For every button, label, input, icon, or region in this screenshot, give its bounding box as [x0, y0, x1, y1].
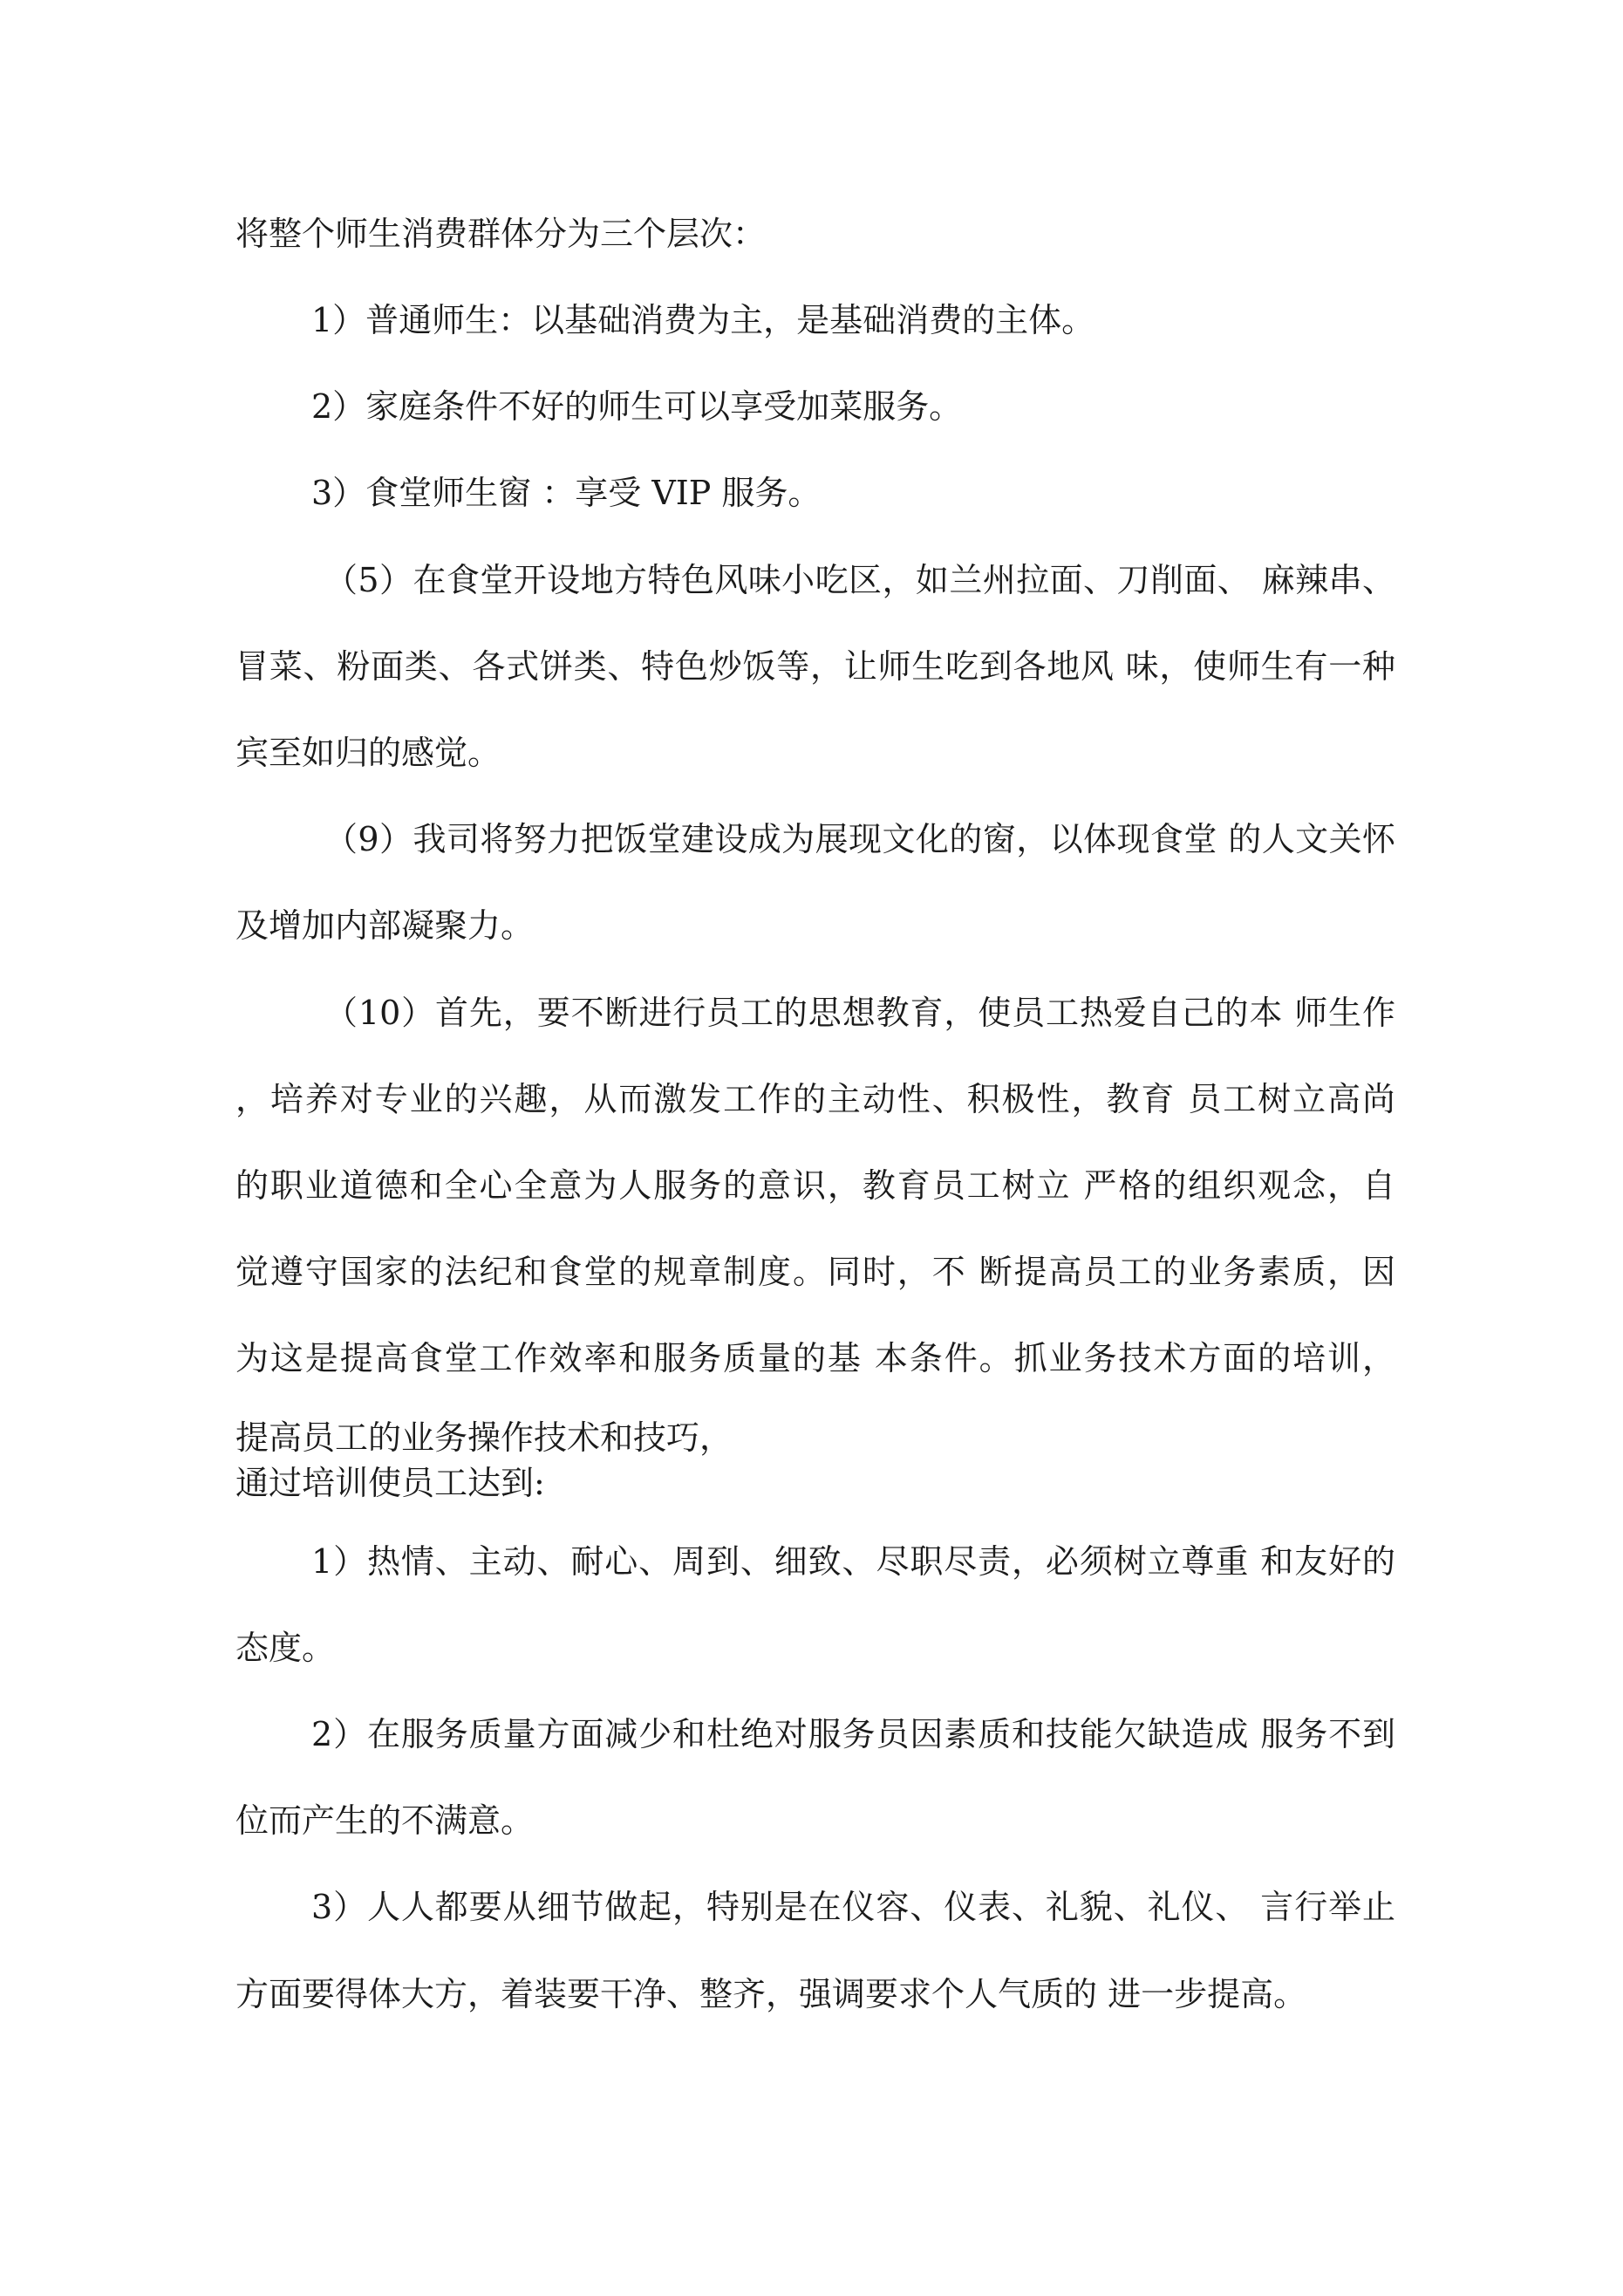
text-line: 将整个师生消费群体分为三个层次： — [235, 215, 767, 253]
text-line: （10）首先，要不断进行员工的思想教育，使员工热爱自己的本 师生作 — [324, 994, 1395, 1032]
text-line: 为这是提高食堂工作效率和服务质量的基 本条件。抓业务技术方面的培训， — [235, 1339, 1395, 1377]
text-line: 方面要得体大方，着装要干净、整齐，强调要求个人气质的 进一步提高。 — [235, 1975, 1307, 2013]
text-line: （5）在食堂开设地方特色风味小吃区，如兰州拉面、刀削面、 麻辣串、 — [324, 561, 1395, 599]
text-line: 3）食堂师生窗 ：享受 VIP 服务。 — [311, 474, 822, 512]
text-line: 态度。 — [235, 1629, 336, 1667]
text-line: （9）我司将努力把饭堂建设成为展现文化的窗，以体现食堂 的人文关怀 — [324, 820, 1395, 858]
text-line: 1）热情、主动、耐心、周到、细致、尽职尽责，必须树立尊重 和友好的 — [311, 1542, 1395, 1581]
text-line: 及增加内部凝聚力。 — [235, 906, 535, 945]
text-line: 冒菜、粉面类、各式饼类、特色炒饭等，让师生吃到各地风 味，使师生有一种 — [235, 647, 1395, 686]
text-line: 宾至如归的感觉。 — [235, 734, 501, 772]
text-line: 的职业道德和全心全意为人服务的意识，教育员工树立 严格的组织观念，自 — [235, 1166, 1395, 1205]
text-line: 3）人人都要从细节做起，特别是在仪容、仪表、礼貌、礼仪、 言行举止 — [311, 1888, 1395, 1926]
text-line: 提高员工的业务操作技术和技巧， — [235, 1418, 733, 1457]
text-line: 通过培训使员工达到: — [235, 1464, 545, 1502]
text-line: 觉遵守国家的法纪和食堂的规章制度。同时，不 断提高员工的业务素质，因 — [235, 1253, 1395, 1291]
text-line: 位而产生的不满意。 — [235, 1801, 535, 1840]
text-line: ，培养对专业的兴趣，从而激发工作的主动性、积极性，教育 员工树立高尚 — [235, 1080, 1395, 1118]
text-line: 2）在服务质量方面减少和杜绝对服务员因素质和技能欠缺造成 服务不到 — [311, 1715, 1395, 1753]
text-line: 1）普通师生：以基础消费为主，是基础消费的主体。 — [311, 301, 1095, 339]
text-line: 2）家庭条件不好的师生可以享受加菜服务。 — [311, 387, 963, 426]
